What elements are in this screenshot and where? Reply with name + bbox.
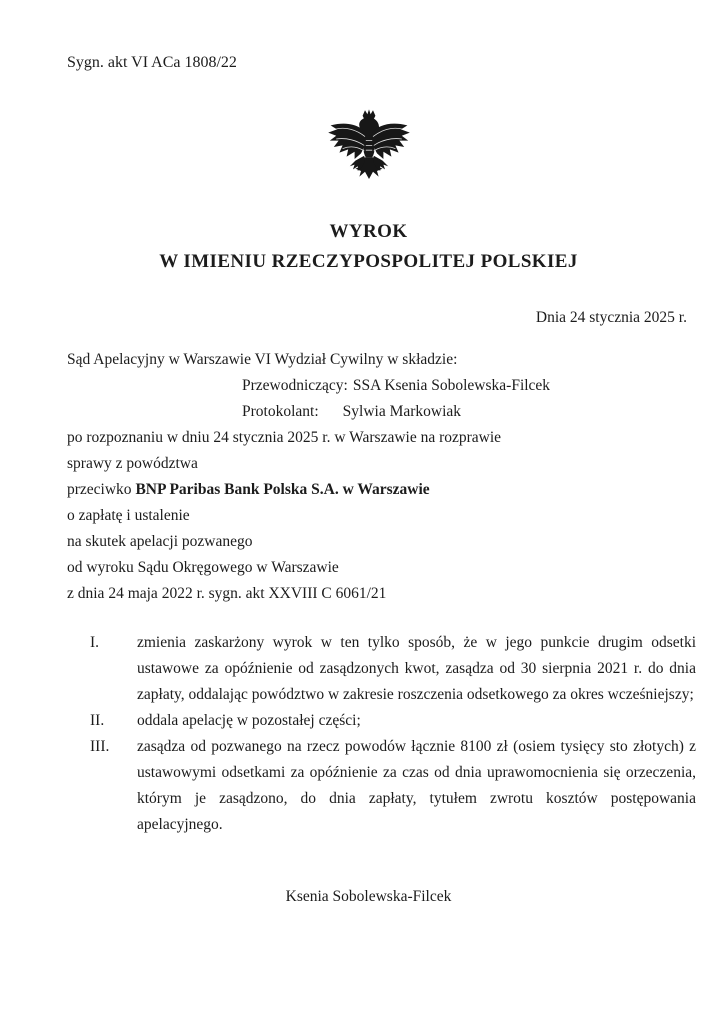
defendant-line [67,477,696,503]
ruling-item [67,708,696,734]
court-composition-line: Sąd Apelacyjny w Warszawie VI Wydział Cywilny w składzie: [67,351,458,368]
claim-line: sprawy z powództwa [67,455,198,472]
emblem-container [67,102,670,192]
judge-signature: Ksenia Sobolewska-Filcek [285,888,452,905]
clerk-name: Sylwia Markowiak [342,403,462,420]
title-block [67,217,670,277]
intro-block [67,347,696,607]
hearing-line: po rozpoznaniu w dniu 24 stycznia 2025 r. w Warszawie na rozprawie [67,429,502,446]
ruling-item [67,630,696,708]
defendant-prefix: przeciwko [67,481,136,498]
ruling-item [67,734,696,838]
appealed-ref-line: z dnia 24 maja 2022 r. sygn. akt XXVIII C 6061/21 [67,585,387,602]
ruling-numeral: III. [90,738,110,755]
clerk-row [67,399,696,425]
ruling-numeral: I. [90,634,100,651]
appeal-line: na skutek apelacji pozwanego [67,533,253,550]
subject-line: o zapłatę i ustalenie [67,507,190,524]
rulings-list [67,630,696,838]
clerk-label: Protokolant: [242,403,319,420]
judge-label: Przewodniczący: [242,377,348,394]
document-subtitle: W IMIENIU RZECZYPOSPOLITEJ POLSKIEJ [159,251,578,272]
ruling-text: zasądza od pozwanego na rzecz powodów łącznie 8100 zł (osiem tysięcy sto złotych) z ustawowymi odsetkami za opóźnienie za czas od dnia uprawomocnienia się orzeczenia, którym je zasądzono, do dnia zapłaty, tytułem zwrotu kosztów postępowania apelacyjnego. [137,738,696,833]
judge-name: SSA Ksenia Sobolewska-Filcek [352,377,551,394]
document-title: WYROK [329,221,408,242]
ruling-numeral: II. [90,712,105,729]
ruling-text: zmienia zaskarżony wyrok w ten tylko sposób, że w jego punkcie drugim odsetki ustawowe za opóźnienie od zasądzonych kwot, zasądza od 30 sierpnia 2021 r. do dnia zapłaty, oddalając powództwo w zakresie roszczenia odsetkowego za okres wcześniejszy; [137,634,696,703]
judgment-date: Dnia 24 stycznia 2025 r. [535,309,687,326]
defendant-name: BNP Paribas Bank Polska S.A. w Warszawie [135,481,430,498]
presiding-judge-row [67,373,696,399]
polish-eagle-icon [325,102,413,192]
ruling-text: oddala apelację w pozostałej części; [137,712,361,729]
case-number: Sygn. akt VI ACa 1808/22 [67,54,237,71]
appealed-from-line: od wyroku Sądu Okręgowego w Warszawie [67,559,339,576]
